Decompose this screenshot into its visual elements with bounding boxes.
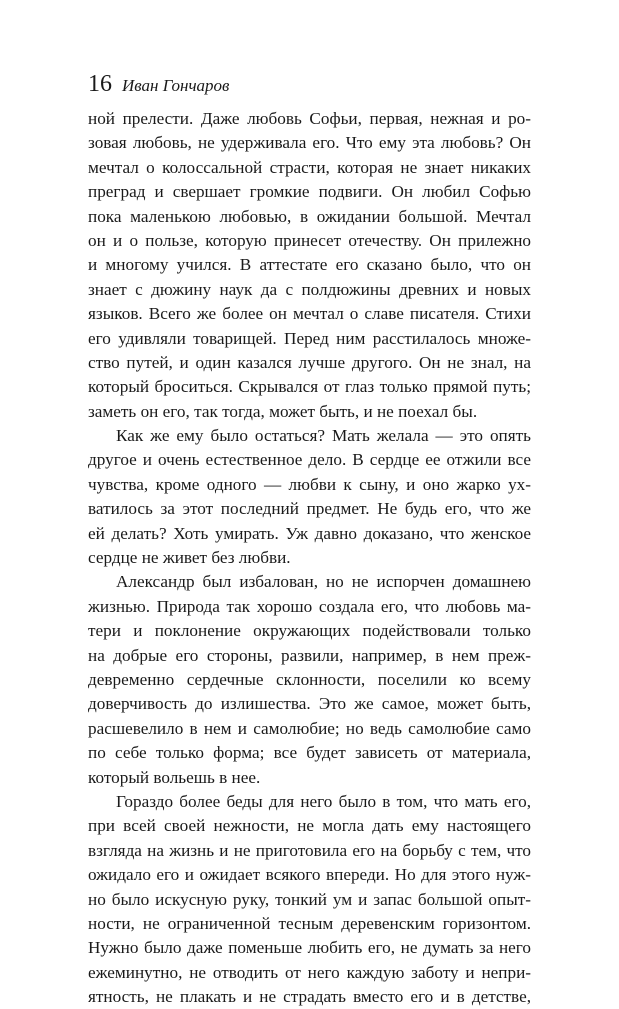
- text-line: его удивляли товарищей. Перед ним расстилалось множе-: [88, 328, 531, 348]
- text-line: девременно сердечные склонности, поселили ко всему: [88, 669, 531, 689]
- paragraph: [88, 424, 531, 570]
- text-line: при всей своей нежности, не могла дать ему настоящего: [88, 816, 531, 836]
- text-line: расшевелило в нем и самолюбие; но ведь самолюбие само: [88, 718, 531, 738]
- text-line: заметь он его, так тогда, может быть, и не поехал бы.: [88, 401, 478, 421]
- text-line: ство путей, и один казался лучше другого. Он не знал, на: [88, 352, 531, 372]
- text-line: по себе только форма; все будет зависеть от материала,: [88, 743, 531, 763]
- running-head: [88, 70, 229, 100]
- text-line: жизнью. Природа так хорошо создала его, что любовь ма-: [88, 596, 531, 616]
- text-line: доверчивость до излишества. Это же самое, может быть,: [88, 694, 531, 714]
- text-line: ной прелести. Даже любовь Софьи, первая, нежная и ро-: [88, 109, 531, 128]
- text-line: ности, не ограниченной тесным деревенским горизонтом.: [88, 913, 531, 933]
- text-line: зовая любовь, не удерживала его. Что ему эта любовь? Он: [88, 133, 531, 153]
- text-line: но было искусную руку, тонкий ум и запас большой опыт-: [88, 889, 531, 909]
- paragraph: [88, 570, 531, 790]
- text-line: тери и поклонение окружающих подействовали только: [88, 621, 531, 641]
- text-line: Александр был избалован, но не испорчен домашнею: [116, 572, 531, 592]
- running-head-author: Иван Гончаров: [122, 76, 230, 95]
- text-line: ятность, не плакать и не страдать вместо его и в детстве,: [88, 987, 531, 1007]
- text-line: другое и очень естественное дело. В сердце ее отжили все: [88, 450, 531, 470]
- paragraph: [88, 790, 531, 1009]
- text-line: который броситься. Скрывался от глаз только прямой путь;: [88, 377, 531, 397]
- text-line: сердце не живет без любви.: [88, 548, 291, 568]
- text-line: языков. Всего же более он мечтал о славе писателя. Стихи: [88, 304, 531, 324]
- text-line: знает с дюжину наук да с полдюжины древних и новых: [88, 279, 531, 299]
- text-line: Как же ему было остаться? Мать желала — это опять: [116, 426, 531, 446]
- text-line: чувства, кроме одного — любви к сыну, и оно жарко ух-: [88, 474, 531, 494]
- text-line: ватилось за этот последний предмет. Не будь его, что же: [88, 499, 531, 519]
- body-text: [88, 107, 531, 1009]
- text-line: и многому учился. В аттестате его сказано было, что он: [88, 255, 531, 275]
- text-line: Нужно было даже поменьше любить его, не думать за него: [88, 938, 531, 958]
- text-line: он и о пользе, которую принесет отечеству. Он прилежно: [88, 230, 531, 250]
- text-line: на добрые его стороны, развили, например, в нем преж-: [88, 645, 531, 665]
- text-line: Гораздо более беды для него было в том, что мать его,: [116, 791, 531, 811]
- page-number: 16: [88, 71, 112, 97]
- text-line: взгляда на жизнь и не приготовила его на борьбу с тем, что: [88, 840, 531, 860]
- text-line: ежеминутно, не отводить от него каждую заботу и непри-: [88, 962, 531, 982]
- text-line: ей делать? Хоть умирать. Уж давно доказано, что женское: [88, 523, 531, 543]
- text-line: мечтал о колоссальной страсти, которая не знает никаких: [88, 157, 531, 177]
- text-line: ожидало его и ожидает всякого впереди. Но для этого нуж-: [88, 865, 531, 885]
- text-line: который вольешь в нее.: [88, 767, 261, 787]
- text-line: преград и свершает громкие подвиги. Он любил Софью: [88, 182, 531, 202]
- text-line: пока маленькою любовью, в ожидании большой. Мечтал: [88, 206, 531, 226]
- paragraph: [88, 107, 531, 424]
